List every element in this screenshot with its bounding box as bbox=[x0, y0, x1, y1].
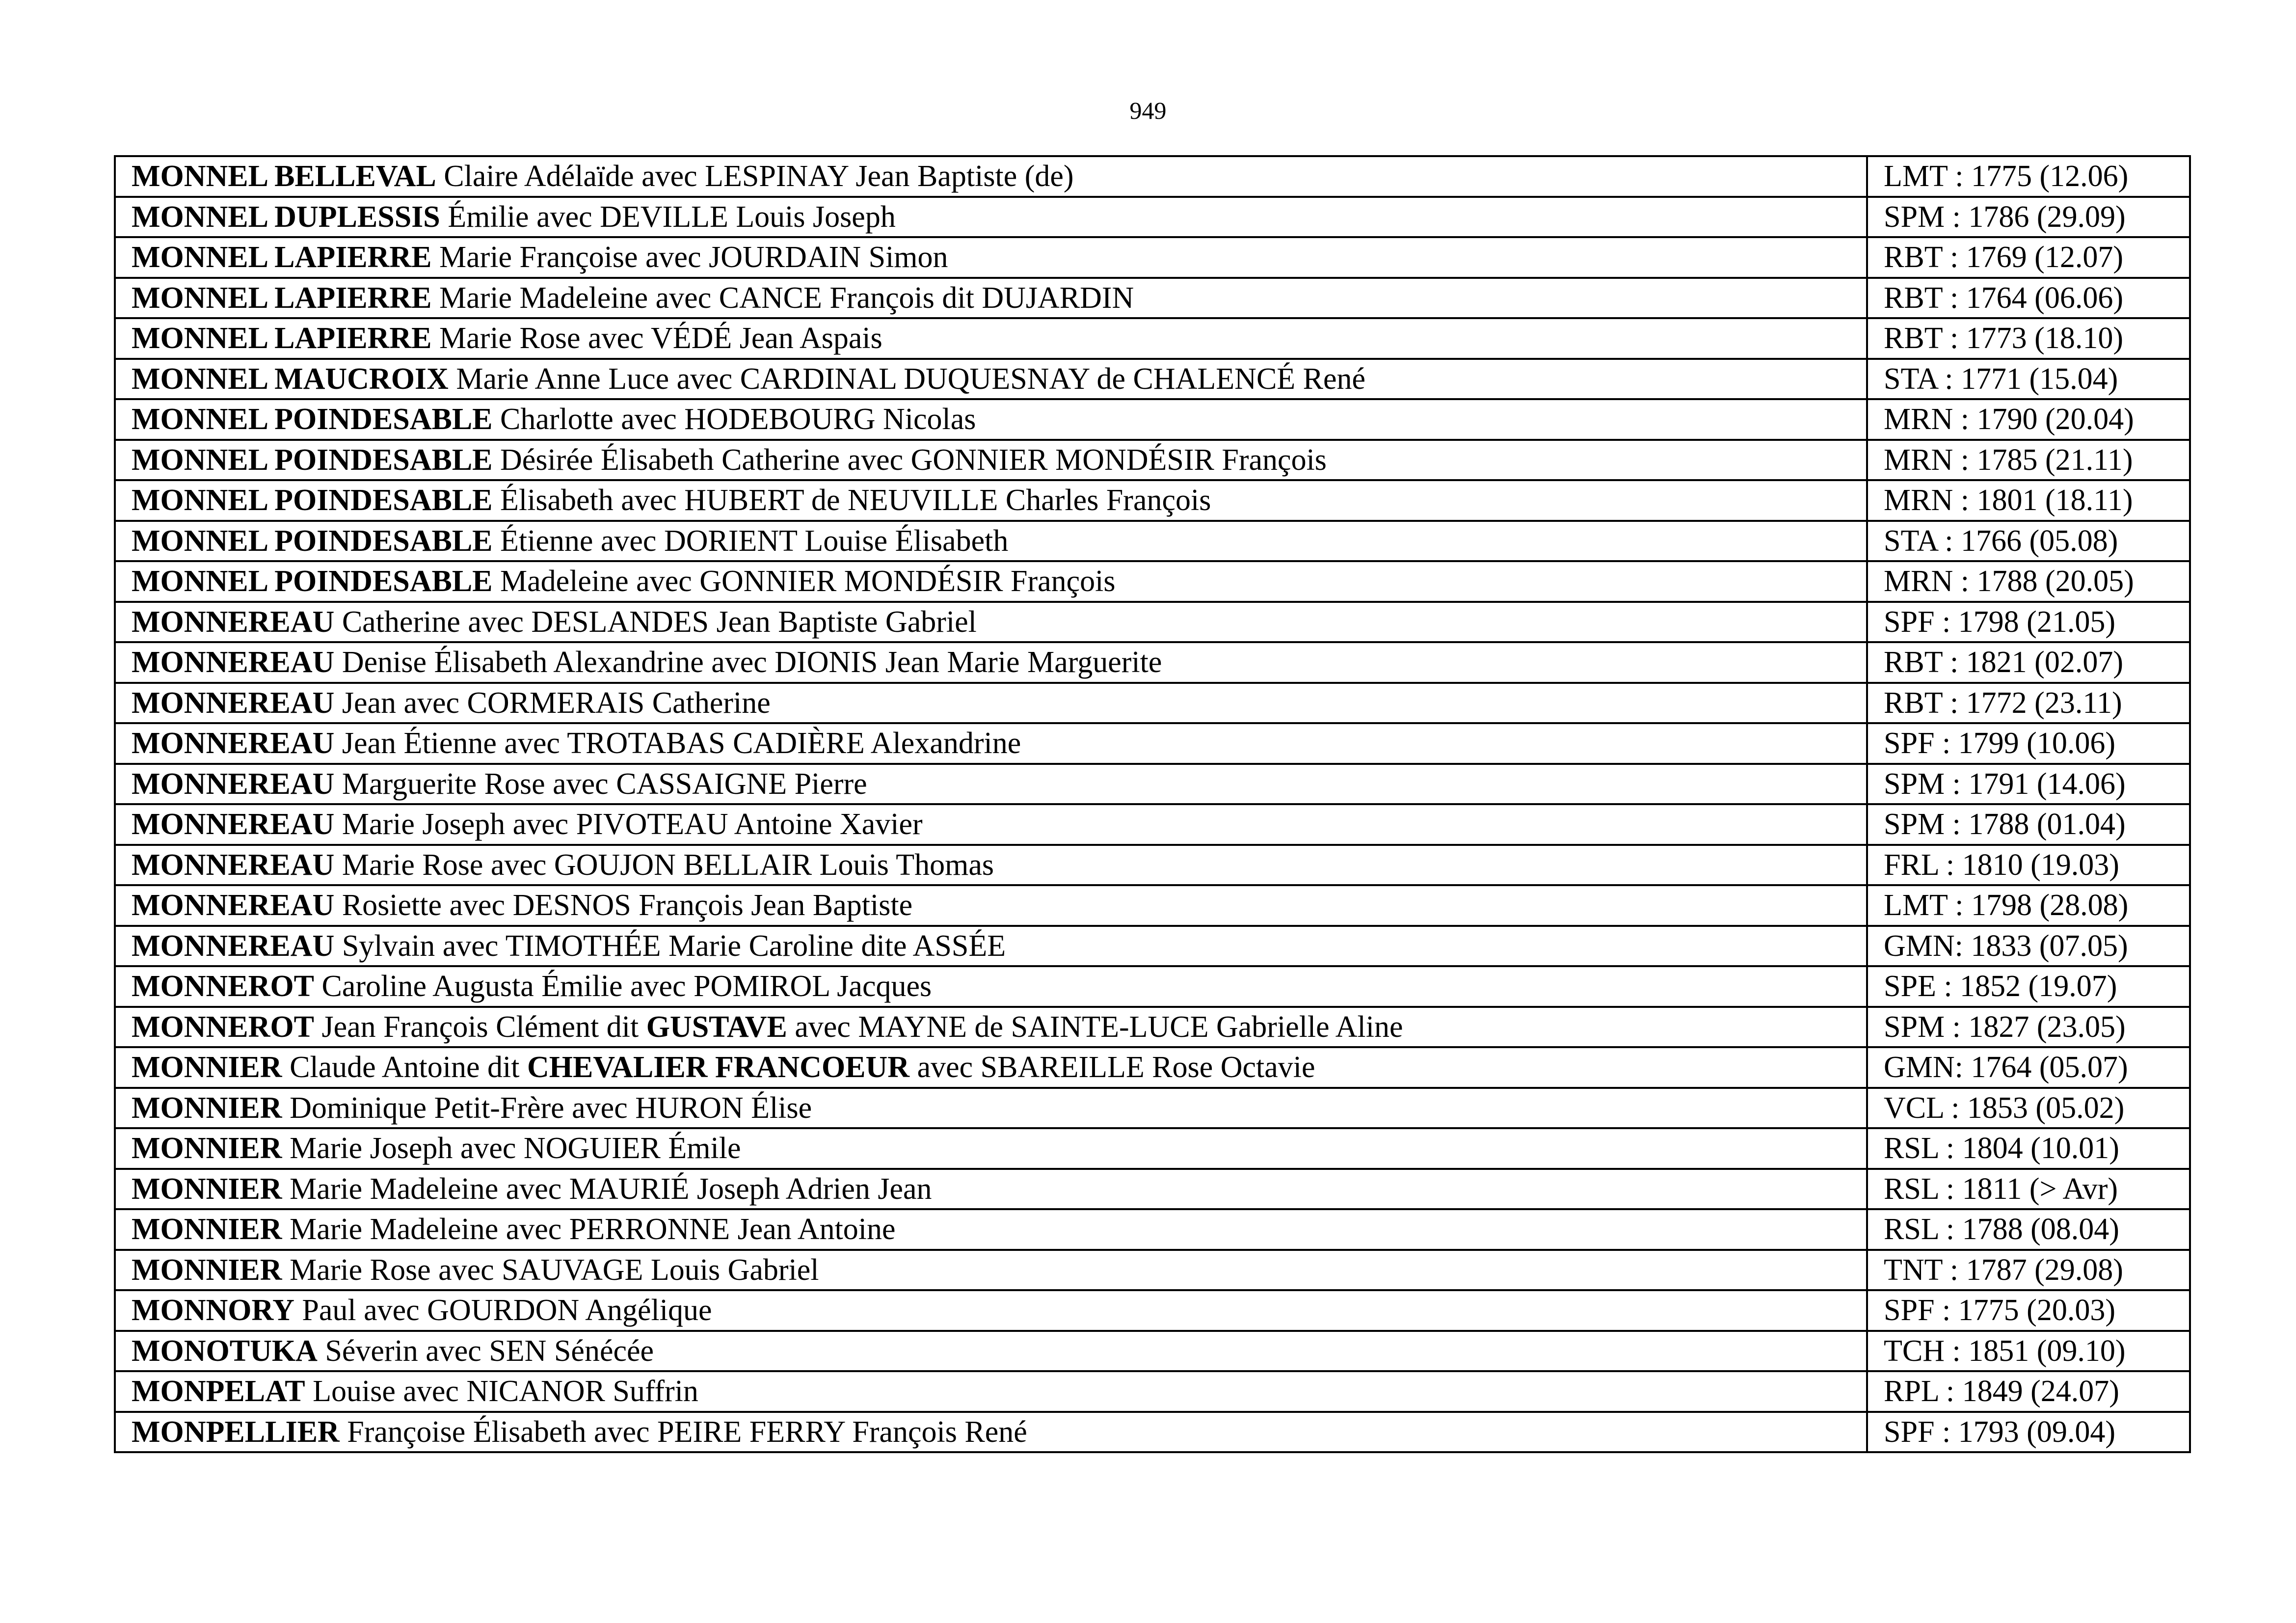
table-row bbox=[115, 1209, 2190, 1250]
entry-cell bbox=[115, 723, 1867, 764]
entry-cell bbox=[115, 885, 1867, 926]
bold-name: MONNEL POINDESABLE bbox=[132, 403, 493, 436]
page-number: 949 bbox=[1129, 97, 1167, 124]
parish-date-cell: LMT : 1775 (12.06) bbox=[1867, 156, 2190, 197]
entry-text: Marie Madeleine avec CANCE François dit DUJARDIN bbox=[431, 281, 1134, 315]
entry-cell bbox=[115, 278, 1867, 319]
parish-date-cell: SPM : 1788 (01.04) bbox=[1867, 804, 2190, 845]
bold-name: MONNEL LAPIERRE bbox=[132, 281, 432, 315]
table-row bbox=[115, 764, 2190, 805]
parish-date-cell: MRN : 1785 (21.11) bbox=[1867, 440, 2190, 481]
parish-date-cell: STA : 1771 (15.04) bbox=[1867, 359, 2190, 400]
entry-text: Séverin avec SEN Sénécée bbox=[317, 1334, 654, 1368]
bold-name: GUSTAVE bbox=[646, 1010, 787, 1044]
entry-text: Élisabeth avec HUBERT de NEUVILLE Charles François bbox=[492, 484, 1211, 517]
bold-name: MONNEL BELLEVAL bbox=[132, 160, 436, 193]
table-row bbox=[115, 156, 2190, 197]
bold-name: MONNIER bbox=[132, 1051, 282, 1084]
entry-cell bbox=[115, 1047, 1867, 1088]
entry-cell bbox=[115, 1209, 1867, 1250]
entry-cell bbox=[115, 237, 1867, 278]
table-row bbox=[115, 602, 2190, 643]
bold-name: MONNIER bbox=[132, 1253, 282, 1287]
bold-name: MONNEL POINDESABLE bbox=[132, 565, 493, 598]
entry-text: avec SBAREILLE Rose Octavie bbox=[909, 1051, 1315, 1084]
bold-name: MONNORY bbox=[132, 1294, 294, 1327]
entry-cell bbox=[115, 966, 1867, 1007]
entry-text: Catherine avec DESLANDES Jean Baptiste Gabriel bbox=[334, 605, 977, 639]
bold-name: MONNEREAU bbox=[132, 727, 335, 760]
table-row bbox=[115, 845, 2190, 886]
bold-name: MONNEREAU bbox=[132, 605, 335, 639]
parish-date-cell: SPM : 1827 (23.05) bbox=[1867, 1007, 2190, 1048]
entry-cell bbox=[115, 480, 1867, 521]
table-row bbox=[115, 926, 2190, 967]
parish-date-cell: SPF : 1798 (21.05) bbox=[1867, 602, 2190, 643]
table-row bbox=[115, 966, 2190, 1007]
entry-cell bbox=[115, 399, 1867, 440]
entry-cell bbox=[115, 1412, 1867, 1453]
entry-text: Désirée Élisabeth Catherine avec GONNIER MONDÉSIR François bbox=[492, 443, 1327, 477]
bold-name: MONPELAT bbox=[132, 1375, 305, 1408]
bold-name: MONNEL LAPIERRE bbox=[132, 322, 432, 355]
bold-name: MONOTUKA bbox=[132, 1334, 318, 1368]
parish-date-cell: RSL : 1788 (08.04) bbox=[1867, 1209, 2190, 1250]
entry-cell bbox=[115, 926, 1867, 967]
entry-cell bbox=[115, 359, 1867, 400]
parish-date-cell: GMN: 1833 (07.05) bbox=[1867, 926, 2190, 967]
table-row bbox=[115, 642, 2190, 683]
entry-cell bbox=[115, 1088, 1867, 1129]
entry-cell bbox=[115, 156, 1867, 197]
entry-text: Marie Rose avec VÉDÉ Jean Aspais bbox=[431, 322, 882, 355]
entry-text: Marie Joseph avec PIVOTEAU Antoine Xavier bbox=[334, 808, 923, 841]
entry-text: Marie Rose avec GOUJON BELLAIR Louis Thomas bbox=[334, 848, 994, 882]
entry-text: Sylvain avec TIMOTHÉE Marie Caroline dite ASSÉE bbox=[334, 929, 1006, 963]
entry-text: Charlotte avec HODEBOURG Nicolas bbox=[492, 403, 976, 436]
parish-date-cell: SPF : 1799 (10.06) bbox=[1867, 723, 2190, 764]
table-row bbox=[115, 399, 2190, 440]
entry-cell bbox=[115, 1169, 1867, 1210]
table-row bbox=[115, 1169, 2190, 1210]
bold-name: MONPELLIER bbox=[132, 1415, 340, 1449]
bold-name: MONNIER bbox=[132, 1213, 282, 1246]
parish-date-cell: RBT : 1769 (12.07) bbox=[1867, 237, 2190, 278]
entry-text: Marie Madeleine avec MAURIÉ Joseph Adrien Jean bbox=[282, 1172, 932, 1206]
entry-text: Étienne avec DORIENT Louise Élisabeth bbox=[492, 524, 1009, 558]
parish-date-cell: VCL : 1853 (05.02) bbox=[1867, 1088, 2190, 1129]
parish-date-cell: GMN: 1764 (05.07) bbox=[1867, 1047, 2190, 1088]
table-row bbox=[115, 1331, 2190, 1372]
entry-cell bbox=[115, 1250, 1867, 1291]
table-row bbox=[115, 237, 2190, 278]
entry-cell bbox=[115, 561, 1867, 602]
bold-name: MONNEREAU bbox=[132, 929, 335, 963]
bold-name: MONNEREAU bbox=[132, 808, 335, 841]
table-row bbox=[115, 1128, 2190, 1169]
bold-name: MONNEREAU bbox=[132, 767, 335, 801]
table-row bbox=[115, 885, 2190, 926]
bold-name: MONNEREAU bbox=[132, 686, 335, 720]
table-row bbox=[115, 1088, 2190, 1129]
entry-cell bbox=[115, 642, 1867, 683]
table-row bbox=[115, 1412, 2190, 1453]
entry-cell bbox=[115, 1007, 1867, 1048]
register-body bbox=[115, 156, 2190, 1452]
parish-date-cell: SPE : 1852 (19.07) bbox=[1867, 966, 2190, 1007]
parish-date-cell: MRN : 1790 (20.04) bbox=[1867, 399, 2190, 440]
bold-name: CHEVALIER FRANCOEUR bbox=[527, 1051, 910, 1084]
entry-cell bbox=[115, 1331, 1867, 1372]
entry-text: Claude Antoine dit bbox=[282, 1051, 527, 1084]
parish-date-cell: TCH : 1851 (09.10) bbox=[1867, 1331, 2190, 1372]
bold-name: MONNEL LAPIERRE bbox=[132, 241, 432, 274]
entry-cell bbox=[115, 521, 1867, 562]
bold-name: MONNEL MAUCROIX bbox=[132, 362, 449, 396]
parish-date-cell: TNT : 1787 (29.08) bbox=[1867, 1250, 2190, 1291]
marriage-register-table bbox=[114, 155, 2191, 1453]
entry-cell bbox=[115, 845, 1867, 886]
parish-date-cell: RSL : 1811 (> Avr) bbox=[1867, 1169, 2190, 1210]
entry-text: Marie Rose avec SAUVAGE Louis Gabriel bbox=[282, 1253, 819, 1287]
table-row bbox=[115, 1371, 2190, 1412]
entry-text: Jean Étienne avec TROTABAS CADIÈRE Alexandrine bbox=[334, 727, 1021, 760]
parish-date-cell: RSL : 1804 (10.01) bbox=[1867, 1128, 2190, 1169]
entry-text: Jean avec CORMERAIS Catherine bbox=[334, 686, 771, 720]
parish-date-cell: SPM : 1786 (29.09) bbox=[1867, 197, 2190, 238]
table-row bbox=[115, 683, 2190, 724]
table-row bbox=[115, 480, 2190, 521]
entry-cell bbox=[115, 318, 1867, 359]
entry-text: Caroline Augusta Émilie avec POMIROL Jacques bbox=[314, 970, 932, 1003]
table-row bbox=[115, 440, 2190, 481]
entry-cell bbox=[115, 1371, 1867, 1412]
table-row bbox=[115, 278, 2190, 319]
bold-name: MONNIER bbox=[132, 1132, 282, 1165]
parish-date-cell: SPF : 1793 (09.04) bbox=[1867, 1412, 2190, 1453]
table-row bbox=[115, 521, 2190, 562]
bold-name: MONNEL POINDESABLE bbox=[132, 524, 493, 558]
entry-text: Claire Adélaïde avec LESPINAY Jean Baptiste (de) bbox=[436, 160, 1074, 193]
entry-cell bbox=[115, 1290, 1867, 1331]
table-row bbox=[115, 1250, 2190, 1291]
entry-text: Marie Anne Luce avec CARDINAL DUQUESNAY de CHALENCÉ René bbox=[448, 362, 1366, 396]
table-row bbox=[115, 197, 2190, 238]
bold-name: MONNEREAU bbox=[132, 889, 335, 922]
parish-date-cell: RPL : 1849 (24.07) bbox=[1867, 1371, 2190, 1412]
bold-name: MONNEROT bbox=[132, 1010, 314, 1044]
entry-cell bbox=[115, 764, 1867, 805]
entry-text: Rosiette avec DESNOS François Jean Baptiste bbox=[334, 889, 913, 922]
table-row bbox=[115, 1047, 2190, 1088]
bold-name: MONNEROT bbox=[132, 970, 314, 1003]
table-row bbox=[115, 723, 2190, 764]
bold-name: MONNEL DUPLESSIS bbox=[132, 200, 440, 234]
parish-date-cell: STA : 1766 (05.08) bbox=[1867, 521, 2190, 562]
parish-date-cell: RBT : 1773 (18.10) bbox=[1867, 318, 2190, 359]
entry-text: Marguerite Rose avec CASSAIGNE Pierre bbox=[334, 767, 867, 801]
bold-name: MONNIER bbox=[132, 1172, 282, 1206]
entry-text: Marie Françoise avec JOURDAIN Simon bbox=[431, 241, 948, 274]
parish-date-cell: FRL : 1810 (19.03) bbox=[1867, 845, 2190, 886]
parish-date-cell: SPF : 1775 (20.03) bbox=[1867, 1290, 2190, 1331]
entry-cell bbox=[115, 440, 1867, 481]
parish-date-cell: SPM : 1791 (14.06) bbox=[1867, 764, 2190, 805]
entry-cell bbox=[115, 683, 1867, 724]
table-row bbox=[115, 1290, 2190, 1331]
bold-name: MONNIER bbox=[132, 1091, 282, 1125]
entry-text: Denise Élisabeth Alexandrine avec DIONIS Jean Marie Marguerite bbox=[334, 646, 1162, 679]
parish-date-cell: RBT : 1772 (23.11) bbox=[1867, 683, 2190, 724]
bold-name: MONNEREAU bbox=[132, 646, 335, 679]
table-row bbox=[115, 561, 2190, 602]
parish-date-cell: MRN : 1801 (18.11) bbox=[1867, 480, 2190, 521]
bold-name: MONNEL POINDESABLE bbox=[132, 443, 493, 477]
entry-text: Madeleine avec GONNIER MONDÉSIR François bbox=[492, 565, 1116, 598]
table-row bbox=[115, 318, 2190, 359]
parish-date-cell: LMT : 1798 (28.08) bbox=[1867, 885, 2190, 926]
entry-text: Jean François Clément dit bbox=[314, 1010, 646, 1044]
entry-text: Paul avec GOURDON Angélique bbox=[294, 1294, 712, 1327]
entry-text: Louise avec NICANOR Suffrin bbox=[305, 1375, 698, 1408]
parish-date-cell: RBT : 1764 (06.06) bbox=[1867, 278, 2190, 319]
entry-text: Marie Madeleine avec PERRONNE Jean Antoine bbox=[282, 1213, 896, 1246]
entry-text: Françoise Élisabeth avec PEIRE FERRY François René bbox=[339, 1415, 1027, 1449]
entry-text: Marie Joseph avec NOGUIER Émile bbox=[282, 1132, 741, 1165]
parish-date-cell: RBT : 1821 (02.07) bbox=[1867, 642, 2190, 683]
parish-date-cell: MRN : 1788 (20.05) bbox=[1867, 561, 2190, 602]
entry-text: avec MAYNE de SAINTE-LUCE Gabrielle Aline bbox=[787, 1010, 1403, 1044]
entry-cell bbox=[115, 602, 1867, 643]
entry-text: Émilie avec DEVILLE Louis Joseph bbox=[440, 200, 896, 234]
entry-cell bbox=[115, 804, 1867, 845]
table-row bbox=[115, 1007, 2190, 1048]
table-row bbox=[115, 359, 2190, 400]
bold-name: MONNEL POINDESABLE bbox=[132, 484, 493, 517]
table-row bbox=[115, 804, 2190, 845]
entry-cell bbox=[115, 1128, 1867, 1169]
entry-text: Dominique Petit-Frère avec HURON Élise bbox=[282, 1091, 812, 1125]
entry-cell bbox=[115, 197, 1867, 238]
bold-name: MONNEREAU bbox=[132, 848, 335, 882]
